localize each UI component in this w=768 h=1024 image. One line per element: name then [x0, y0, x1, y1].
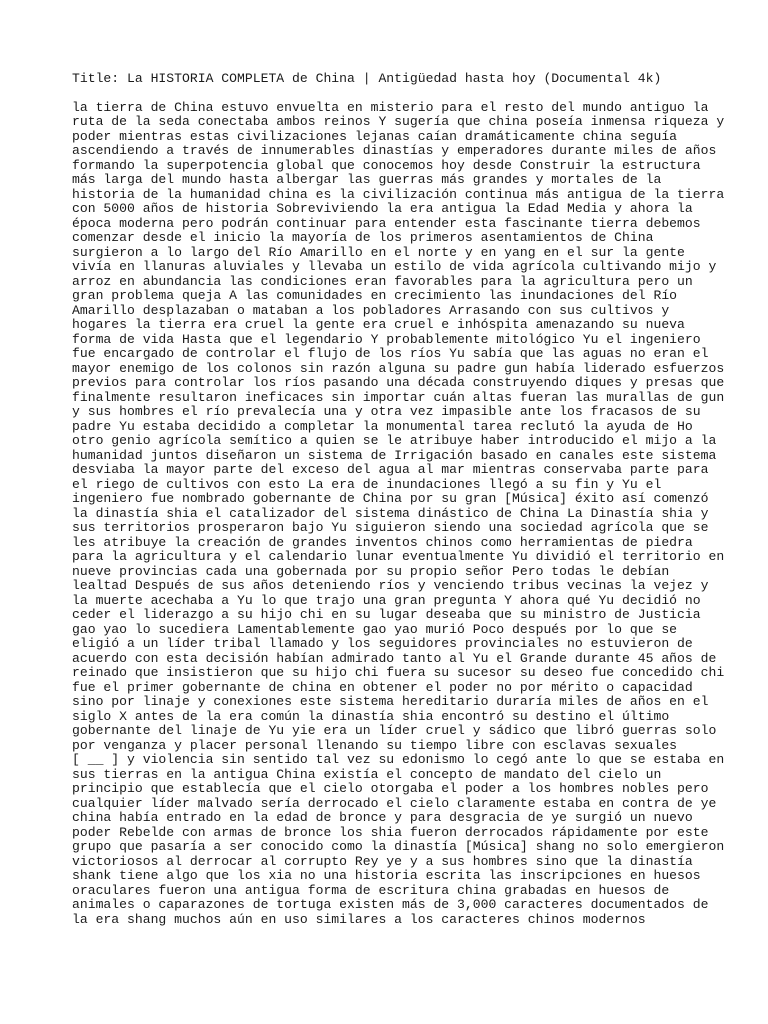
transcript-line: desviaba la mayor parte del exceso del agua al mar mientras conservaba parte para: [72, 462, 709, 477]
transcript-line: historia de la humanidad china es la civilización continua más antigua de la tierra: [72, 186, 725, 202]
transcript-line: la tierra de China estuvo envuelta en misterio para el resto del mundo antiguo la: [72, 99, 709, 115]
transcript-line: el riego de cultivos con esto La era de inundaciones llegó a su fin y Yu el: [72, 476, 662, 492]
transcript-line: ceder el liderazgo a su hijo chi en su lugar deseaba que su ministro de Justicia: [72, 607, 701, 622]
transcript-line: china había entrado en la edad de bronce y para desgracia de ye surgió un nuevo: [72, 810, 693, 825]
transcript-line: vivía en llanuras aluviales y llevaba un estilo de vida agrícola cultivando mijo y: [72, 259, 717, 274]
transcript-line: humanidad juntos diseñaron un sistema de Irrigación basado en canales este sistema: [72, 447, 717, 463]
transcript-line: victoriosos al derrocar al corrupto Rey ye y a sus hombres sino que la dinastía: [72, 853, 693, 869]
transcript-line: ascendiendo a través de innumerables dinastías y emperadores durante miles de años: [72, 143, 717, 158]
transcript-line: formando la superpotencia global que conocemos hoy desde Construir la estructura: [72, 157, 701, 173]
transcript-line: sino por linaje y conexiones este sistema hereditario duraría miles de años en el: [72, 694, 709, 709]
transcript-line: surgieron a lo largo del Río Amarillo en el norte y en yang en el sur la gente: [72, 244, 685, 260]
transcript-line: siglo X antes de la era común la dinastía shia encontró su destino el último: [72, 708, 670, 724]
transcript-line: época moderna pero podrán continuar para entender esta fascinante tierra debemos: [72, 215, 701, 231]
transcript-line: les atribuye la creación de grandes inventos chinos como herramientas de piedra: [72, 534, 693, 550]
transcript-line: gobernante del linaje de Yu yie era un líder cruel y sádico que libró guerras solo: [72, 723, 717, 738]
transcript-line: nueve provincias cada una gobernada por su propio señor Pero todas le debían: [72, 563, 670, 579]
transcript-line: poder Rebelde con armas de bronce los shia fueron derrocados rápidamente por este: [72, 824, 709, 840]
transcript-line: Amarillo desplazaban o mataban a los pobladores Arrasando con sus cultivos y: [72, 302, 670, 318]
transcript-line: animales o caparazones de tortuga existen más de 3,000 caracteres documentados de: [72, 897, 709, 912]
transcript-line: forma de vida Hasta que el legendario Y probablemente mitológico Yu el ingeniero: [72, 331, 701, 347]
transcript-line: ingeniero fue nombrado gobernante de China por su gran [Música] éxito así comenzó: [72, 491, 709, 506]
document-page: [72, 71, 725, 927]
transcript-line: ruta de la seda conectaba ambos reinos Y sugería que china poseía inmensa riqueza y: [72, 114, 725, 129]
transcript-line: gran problema queja A las comunidades en crecimiento las inundaciones del Río: [72, 288, 678, 303]
transcript-line: comenzar desde el inicio la mayoría de los primeros asentamientos de China: [72, 230, 654, 245]
transcript-line: por venganza y placer personal llenando su tiempo libre con esclavas sexuales: [72, 737, 678, 753]
transcript-line: y sus hombres el río prevalecía una y otra vez impasible ante los fracasos de su: [72, 404, 701, 419]
transcript-line: grupo que pasaría a ser conocido como la dinastía [Música] shang no solo emergieron: [72, 839, 725, 854]
transcript-line: para la agricultura y el calendario lunar eventualmente Yu dividió el territorio en: [72, 549, 725, 564]
transcript-line: arroz en abundancia las condiciones eran favorables para la agricultura pero un: [72, 273, 693, 289]
transcript-line: fue el primer gobernante de china en obtener el poder no por mérito o capacidad: [72, 679, 693, 695]
transcript-body: [72, 99, 725, 928]
transcript-line: poder mientras estas civilizaciones lejanas caían dramáticamente china seguía: [72, 128, 678, 144]
transcript-line: otro genio agrícola semítico a quien se le atribuye haber introducido el mijo a la: [72, 433, 717, 448]
transcript-line: la muerte acechaba a Yu lo que trajo una gran pregunta Y ahora qué Yu decidió no: [72, 592, 701, 608]
transcript-line: fue encargado de controlar el flujo de los ríos Yu sabía que las aguas no eran el: [72, 346, 709, 361]
transcript-line: shank tiene algo que los xia no una historia escrita las inscripciones en huesos: [72, 868, 701, 883]
transcript-line: la era shang muchos aún en uso similares a los caracteres chinos modernos: [72, 911, 646, 927]
transcript-line: la dinastía shia el catalizador del sistema dinástico de China La Dinastía shia y: [72, 505, 709, 521]
transcript-line: más larga del mundo hasta albergar las guerras más grandes y mortales de la: [72, 172, 662, 187]
transcript-line: sus tierras en la antigua China existía el concepto de mandato del cielo un: [72, 766, 662, 782]
transcript-line: gao yao lo sucediera Lamentablemente gao yao murió Poco después por lo que se: [72, 621, 678, 637]
transcript-line: principio que establecía que el cielo otorgaba el poder a los hombres nobles pero: [72, 781, 709, 796]
transcript-line: acuerdo con esta decisión habían admirado tanto al Yu el Grande durante 45 años de: [72, 650, 717, 666]
transcript-line: lealtad Después de sus años deteniendo ríos y venciendo tribus vecinas la vejez y: [72, 578, 709, 593]
document-title: Title: La HISTORIA COMPLETA de China | Antigüedad hasta hoy (Documental 4k): [72, 71, 662, 86]
transcript-line: padre Yu estaba decidido a completar la monumental tarea reclutó la ayuda de Ho: [72, 418, 693, 434]
transcript-line: finalmente resultaron ineficaces sin importar cuán altas fueran las murallas de gun: [72, 389, 725, 405]
transcript-line: reinado que insistieron que su hijo chi fuera su sucesor su deseo fue concedido chi: [72, 665, 725, 680]
transcript-line: cualquier líder malvado sería derrocado el cielo claramente estaba en contra de ye: [72, 795, 717, 811]
transcript-line: hogares la tierra era cruel la gente era cruel e inhóspita amenazando su nueva: [72, 317, 685, 332]
transcript-line: sus territorios prosperaron bajo Yu siguieron siendo una sociedad agrícola que se: [72, 520, 709, 535]
transcript-line: previos para controlar los ríos pasando una década construyendo diques y presas que: [72, 375, 725, 390]
transcript-line: oraculares fueron una antigua forma de escritura china grabadas en huesos de: [72, 882, 670, 898]
transcript-line: eligió a un líder tribal llamado y los seguidores provinciales no estuvieron de: [72, 636, 693, 651]
transcript-line: [ __ ] y violencia sin sentido tal vez su edonismo lo cegó ante lo que se estaba en: [72, 752, 725, 767]
transcript-line: mayor enemigo de los colonos sin razón alguna su padre gun había liderado esfuerzos: [72, 360, 725, 376]
transcript-line: con 5000 años de historia Sobreviviendo la era antigua la Edad Media y ahora la: [72, 201, 693, 216]
